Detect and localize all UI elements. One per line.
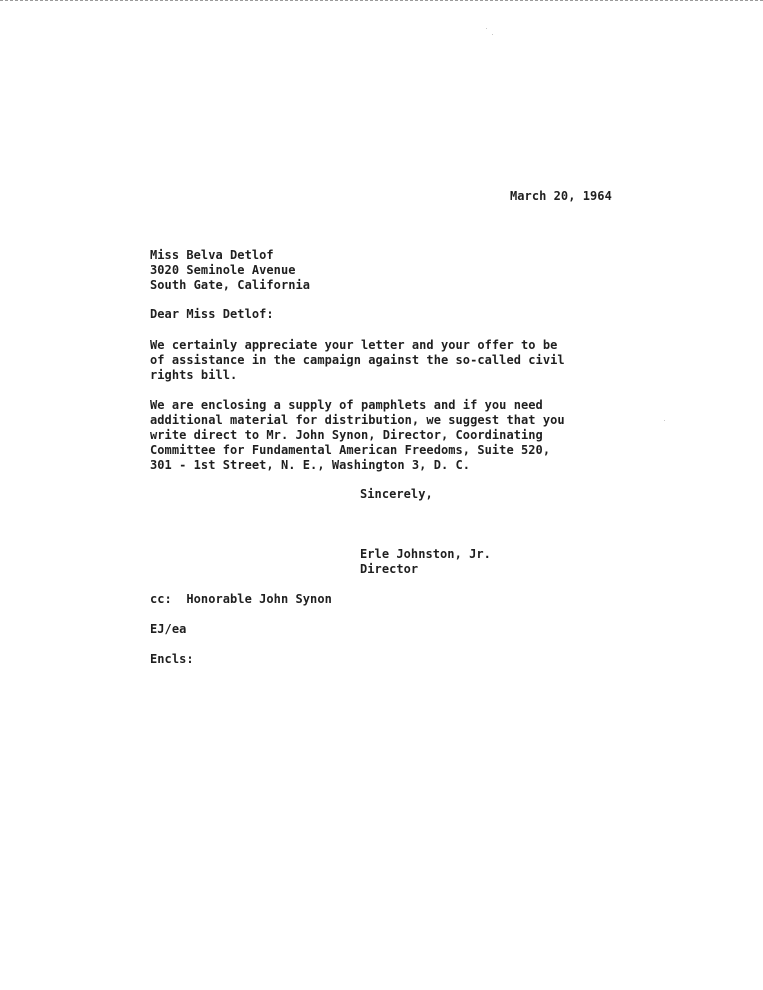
paragraph2-line: We are enclosing a supply of pamphlets and if you need [150, 398, 543, 412]
scan-top-edge [0, 0, 763, 1]
recipient-street: 3020 Seminole Avenue [150, 263, 296, 277]
cc-line: cc: Honorable John Synon [150, 592, 332, 606]
scan-speck [664, 420, 665, 421]
paragraph2-line: 301 - 1st Street, N. E., Washington 3, D. C. [150, 458, 471, 472]
recipient-name: Miss Belva Detlof [150, 248, 274, 262]
salutation: Dear Miss Detlof: [150, 307, 274, 321]
paragraph2-line: Committee for Fundamental American Freedoms, Suite 520, [150, 443, 551, 457]
paragraph2-line: additional material for distribution, we suggest that you [150, 413, 565, 427]
closing: Sincerely, [360, 487, 433, 501]
recipient-city: South Gate, California [150, 278, 311, 292]
paragraph1-line: We certainly appreciate your letter and your offer to be [150, 338, 558, 352]
enclosures-line: Encls: [150, 652, 194, 666]
letter-date: March 20, 1964 [510, 189, 612, 203]
paragraph1-line: of assistance in the campaign against the so-called civil [150, 353, 565, 367]
typist-initials: EJ/ea [150, 622, 187, 636]
signature-title: Director [360, 562, 419, 576]
paragraph2-line: write direct to Mr. John Synon, Director, Coordinating [150, 428, 543, 442]
signature-name: Erle Johnston, Jr. [360, 547, 491, 561]
scan-speck [486, 28, 487, 29]
scan-speck [492, 34, 493, 35]
paragraph1-line: rights bill. [150, 368, 238, 382]
